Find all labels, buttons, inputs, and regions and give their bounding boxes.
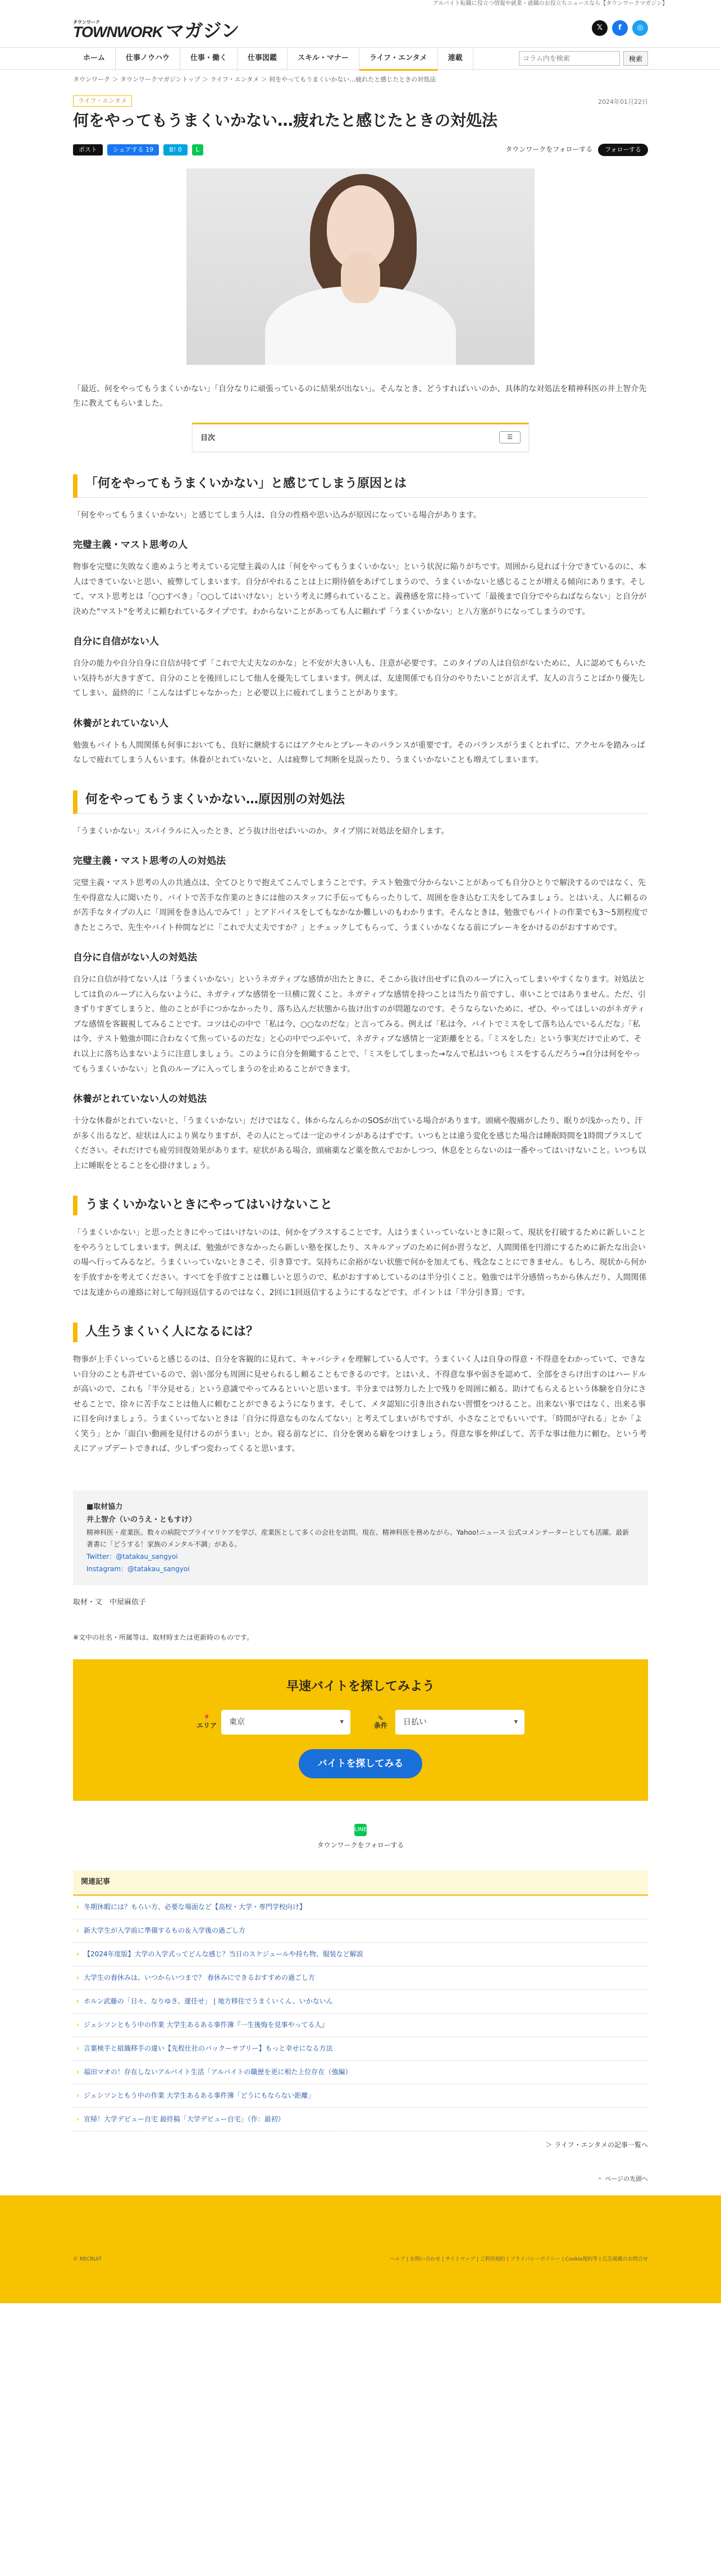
instagram-icon[interactable]: ◎: [632, 20, 648, 36]
condition-pen-icon: ✎ 条件: [373, 1714, 387, 1730]
share-line-button[interactable]: L: [192, 144, 203, 155]
site-header: [0, 8, 721, 47]
site-logo[interactable]: [73, 20, 240, 40]
article-title: 何をやってもうまくいかない…疲れたと感じたときの対処法: [73, 111, 498, 130]
table-of-contents: [192, 423, 529, 452]
logo-suffix: マガジン: [166, 20, 240, 42]
article-container: [73, 92, 648, 2184]
share-hatena-button[interactable]: B! 0: [163, 144, 187, 155]
subsection-text: 物事を完璧に失敗なく進めようと考えている完璧主義の人は「何をやってもうまくいかない」という状況に陥りがちです。周囲から見れば十分できているのに、本人はできていないと思い、疲弊してしまいます。自分がやれることは上に期待値をあげてしまうので、うまくいかないと感じることが増える傾向にあります。そして、マスト思考とは「○○すべき」「○○してはいけない」という考えに縛られていること。義務感を常に持っていて「最後まで自分でやらねばならない」と自分が決めた"マスト"を考えに頼むれているタイプです。わからないことがあっても人に頼れず「うまくいかない」と八方塞がりになってしまうのです。: [73, 562, 647, 616]
section-heading: 人生うまくいく人になるには？: [73, 1323, 648, 1342]
top-tagline-bar: [0, 0, 721, 8]
list-item[interactable]: › 福田マオの！存在しないアルバイト生活「アルバイトの職歴を更に相た上位存在（強編）: [73, 2061, 648, 2084]
list-item[interactable]: › 【2024年度版】大学の入学式ってどんな感じ？当日のスケジュールや持ち物、服装など解説: [73, 1943, 648, 1966]
subsection-heading: 休養がとれていない人の対処法: [73, 1093, 207, 1105]
site-footer: [0, 2195, 721, 2303]
related-list: [73, 1896, 648, 2131]
breadcrumb-text[interactable]: タウンワーク ＞ タウンワークマガジントップ ＞ ライフ・エンタメ ＞ 何をやってもうまくいかない…疲れたと感じたときの対処法: [73, 76, 436, 83]
subsection-text: 自分に自信が持てない人は「うまくいかない」というネガティブな感情が出たときに、そこから抜け出せずに負のループに入ってしまいやすくなります。対処法としては負のループに入らないように、ネガティブな感情を一旦横に置くこと。ネガティブな感情を持つことは当たり前ですし、車いことではありません。ただ、引きずりすぎてしまうと、他のことが手につかなかったり、落ち込んだ状態から抜け出すのが問題なのです。そうならないために、ぜひ、やってほしいのがネガティブな感情を客観視してみることです。コツは心の中で「私は今、○○なのだな」と言ってみる。例えば「私は今、バイトでミスをして落ち込んでいるんだな」「私は今、テスト勉強が間に合わなくて焦っているのだな」と心の中でつぶやいて、ネガティブな感情と一定距離をとる。「ミスをした」という事実だけで止めて、それ以上に落ち込まないように注意しましょう。このように自分を俯瞰することで、「ミスをしてしまった→なんで私はいつもミスをするんだろう→自分は何をやってもうまくいかない」と負のループに入ってしまうのを止めることができます。: [73, 975, 646, 1074]
subsection-text: 完璧主義・マスト思考の人の共通点は、全てひとりで抱えてこんでしまうことです。テスト勉強で分からないことがあっても自分ひとりで解決するのではなく、先生や得意な人に聞いたり、バイトで苦手な作業のときには他のスタッフに手伝ってもらったりして、周囲を巻き込む工夫をしてみましょう。とはいえ、人に頼るのが苦手なタイプの人に「周囲を巻き込んでみて！」とアドバイスをしてもなかなか難しいのもわかります。そんなときは、勉強でもバイトの作業でも3〜5割程度できたところで、先生やバイト仲間などに「これで大丈夫ですか？」とチェックしてもらって、うまくいかなくなる前にブレーキをかけるのがおすすめです。: [73, 878, 648, 932]
section-lead: 「うまくいかない」と思ったときにやってはいけないのは、何かをプラスすることです。人はうまくいっていないときに限って、現状を打破するために新しいことをやろうとしてしまいます。例えば、勉強ができなかったら新しい塾を探したり、スキルアップのために何か習うなど、人間関係を円滑にするために新たな出会いの場へ行ってみるなど。うまくいっていないときこそ、引き算です。気持ちに余裕がない状態で何かを加えても、残念なことにできません。もしろ、現状から何かを手放すかを考えてください。すべてを手放すことは難しいと思うので、私がおすすめしているのは半分引くこと。勉強では半分感情っちから休んだり、人間関係では友達からの連絡に対して毎回返信するのではなく、2回に1回返信するようにするなどです。ポイントは「半分引き算」です。: [73, 1228, 647, 1297]
logo-main-text: TOWNWORK: [73, 24, 163, 40]
nav-job-encyclopedia[interactable]: 仕事図鑑: [238, 48, 288, 71]
profile-name: 井上智介（いのうえ・ともすけ）: [86, 1516, 197, 1525]
toc-label: 目次: [200, 433, 216, 442]
footer-copyright: © RECRUIT: [73, 2256, 102, 2262]
nav-home[interactable]: ホーム: [73, 48, 116, 71]
list-item[interactable]: › ジェシソンともう中の作業 大学生あるある事件簿『一生後悔を見事やってる人』: [73, 2014, 648, 2037]
nav-work[interactable]: 仕事・働く: [180, 48, 238, 71]
subsection-heading: 完璧主義・マスト思考の人: [73, 539, 188, 551]
social-links: [592, 20, 648, 36]
list-item[interactable]: › ジェシソンともう中の作業 大学生あるある事件簿「どうにもならない距離」: [73, 2084, 648, 2108]
search-input[interactable]: [519, 51, 620, 66]
global-nav: [0, 47, 721, 70]
section-lead: 物事が上手くいっていると感じるのは、自分を客観的に見れて、キャパシティを理解している人です。うまくいく人は自身の得意・不得意をわかっていて、できない自分のことも許せているので、弱い部分も周囲に見せられるし頼ることもできるのです。とはいえ、不得意な事や弱さを認めて、全部をさらけ出すのはハードルが高いので、これも「半分見せる」という意識でやってみるといいと思います。半分までは努力した上で残りを周囲に頼る。助けてもらえるという体験を自分にさせることで、徐々に苦手なことは他人に頼むことができるようになります。そして、メタ認知に引き出されない習慣をつけること。出来ない事ではなく、出来る事に目を向けましょう。うまくいってないときは「自分に得意なものなんてない」と考えてしまいがちですが、小さなことでもいいです。「時間が守れる」とか「よく笑う」とか「面白い動画を見付けるのがうまい」とか。寝る前などに、自分を褒める癖をつけましょう。得意な事を伸ばして、苦手な事は他力に頼む。という考えにアップデートできれば、少しずつ変わってくると思います。: [73, 1355, 647, 1454]
subsection-heading: 休養がとれていない人: [73, 717, 168, 729]
job-search-box: [73, 1659, 648, 1801]
subsection-text: 自分の能力や自分自身に自信が持てず「これで大丈夫なのかな」と不安が大きい人も、注意が必要です。このタイプの人は自信がないために、人に認めてもらいたい気持ちが大きすぎて、自分のことを後回しにして他人を優先してしまいます。例えば、友達関係でも自分のやりたいことが言えず、友人の言うことばかり優先してしまい、最終的に「こんなはずじゃなかった」と必要以上に疲れてしまうことがあります。: [73, 659, 646, 698]
article-date: 2024年01月22日: [598, 98, 648, 106]
nav-life-entertainment[interactable]: ライフ・エンタメ: [359, 48, 438, 71]
logo-small-text: タウンワーク: [73, 20, 100, 25]
line-icon[interactable]: LINE: [354, 1824, 367, 1836]
subsection-heading: 自分に自信がない人: [73, 636, 159, 648]
profile-twitter-link[interactable]: Twitter：@tatakau_sangyoi: [86, 1553, 178, 1561]
nav-series[interactable]: 連載: [438, 48, 473, 71]
category-badge[interactable]: ライフ・エンタメ: [73, 95, 132, 107]
breadcrumb: [0, 70, 721, 92]
follow-x-button[interactable]: フォローする: [598, 144, 648, 156]
subsection-heading: 完璧主義・マスト思考の人の対処法: [73, 855, 226, 867]
toc-toggle-button[interactable]: ☰: [499, 431, 521, 443]
list-item[interactable]: › 新大学生が入学前に準備するもの＆入学後の過ごし方: [73, 1919, 648, 1943]
page-top-link[interactable]: ＾ ページの先頭へ: [596, 2175, 648, 2183]
profile-label: ■取材協力: [86, 1503, 123, 1512]
footer-links[interactable]: ヘルプ | お問い合わせ | サイトマップ | ご利用規約 | プライバシーポリシー | Cookie規約等 | 広告掲載のお問合せ: [390, 2256, 648, 2262]
list-item[interactable]: › 冬期休暇には？もらい方、必要な場面など【高校・大学・専門学校向け】: [73, 1896, 648, 1919]
nav-skill-manner[interactable]: スキル・マナー: [288, 48, 359, 71]
interviewee-profile: [73, 1490, 648, 1585]
list-item[interactable]: › 宣帰！大学デビュー自宅 最終稿「大学デビュー自宅」（作：最初）: [73, 2108, 648, 2131]
condition-label: 条件: [373, 1722, 387, 1730]
section-heading: 「何をやってもうまくいかない」と感じてしまう原因とは: [73, 474, 648, 498]
more-articles-link[interactable]: ＞ ライフ・エンタメの記事一覧へ: [545, 2141, 648, 2149]
x-icon[interactable]: 𝕏: [592, 20, 608, 36]
job-search-title: 早速バイトを探してみよう: [286, 1679, 435, 1694]
share-x-button[interactable]: ポスト: [73, 144, 103, 155]
condition-select[interactable]: 日払い ▾: [395, 1710, 524, 1735]
facebook-icon[interactable]: f: [612, 20, 628, 36]
share-bar: [73, 143, 648, 157]
profile-bio: 精神科医・産業医。数々の病院でプライマリケアを学び、産業医として多くの会社を訪問。現在、精神科医を務めながら、Yahoo!ニュース 公式コメンテーターとしても活躍。最新著書に「どうする！家族のメンタル不調」がある。: [86, 1528, 629, 1549]
section-heading: 何をやってもうまくいかない…原因別の対処法: [73, 790, 648, 814]
hero-hand-shape: [341, 253, 380, 303]
list-item[interactable]: › 言葉検手と組織移手の違い【先程仕社のバックーサプリー】もっと幸せになる方法: [73, 2037, 648, 2061]
search-button[interactable]: 検索: [623, 51, 648, 66]
top-tagline: アルバイト転職に役立つ情報や就業・就職のお役立ちニュースなら【タウンワークマガジン】: [432, 1, 668, 7]
subsection-text: 十分な休養がとれていないと、「うまくいかない」だけではなく、体からなんらかのSOSが出ている場合があります。頭痛や腹痛がしたり、眠りが浅かったり、汗が多く出るなど、症状は人により異なりますが、その人にとっては一定のサインがあるはずです。いつもとは違う変化を感じた場合は睡眠時間を1時間プラスしてください。それだけでも疲労回復効果があります。症状がある場合、頭痛薬など薬を飲んでおかしつつ、休息をとらないのは一番やってはいけないこと。いつも以上に睡眠をとることを心掛けましょう。: [73, 1116, 646, 1170]
article-intro: 「最近、何をやってもうまくいかない」「自分なりに頑張っているのに結果が出ない」。そんなとき、どうすればいいのか、具体的な対処法を精神科医の井上智介先生に教えてもらいました。: [73, 384, 647, 409]
article-note: ※文中の社名・所属等は、取材時または更新時のものです。: [73, 1633, 254, 1641]
subsection-text: 勉強もバイトも人間関係も何事においても、良好に継続するにはアクセルとブレーキのバランスが重要です。そのバランスがうまくとれずに、アクセルを踏みっぱなしで疲れてしまう人もいます。休養がとれていないと、人は疲弊して判断を見誤ったり、うまくいかないことも増えてしまいます。: [73, 740, 645, 765]
area-label: エリア: [197, 1722, 217, 1730]
list-item[interactable]: › 大学生の春休みは、いつからいつまで？ 春休みにできるおすすめの過ごし方: [73, 1966, 648, 1990]
search-form: [519, 51, 648, 66]
line-follow-text[interactable]: タウンワークをフォローする: [317, 1841, 404, 1850]
job-search-button[interactable]: バイトを探してみる: [299, 1749, 422, 1778]
section-heading: うまくいかないときにやってはいけないこと: [73, 1196, 648, 1215]
share-facebook-button[interactable]: シェアする 19: [107, 144, 159, 155]
nav-job-knowhow[interactable]: 仕事ノウハウ: [116, 48, 180, 71]
section-lead: 「何をやってもうまくいかない」と感じてしまう人は、自分の性格や思い込みが原因になっている場合があります。: [73, 510, 481, 520]
area-select[interactable]: 東京 ▾: [221, 1710, 350, 1735]
section-lead: 「うまくいかない」スパイラルに入ったとき、どう抜け出せばいいのか。タイプ別に対処法を紹介します。: [73, 826, 449, 836]
profile-instagram-link[interactable]: Instagram：@tatakau_sangyoi: [86, 1564, 190, 1573]
follow-text: タウンワークをフォローする: [505, 145, 593, 154]
list-item[interactable]: › ホルン武藤の「日々、なりゆき、運任せ」 | 地方移住でうまくいくん、いかないん: [73, 1990, 648, 2014]
hero-image: [186, 168, 535, 365]
article-credit: 取材・文 中屋麻依子: [73, 1598, 147, 1607]
line-follow: [73, 1823, 648, 1851]
area-pin-icon: 📍 エリア: [197, 1714, 217, 1730]
related-heading: 関連記事: [73, 1870, 648, 1896]
subsection-heading: 自分に自信がない人の対処法: [73, 952, 197, 964]
